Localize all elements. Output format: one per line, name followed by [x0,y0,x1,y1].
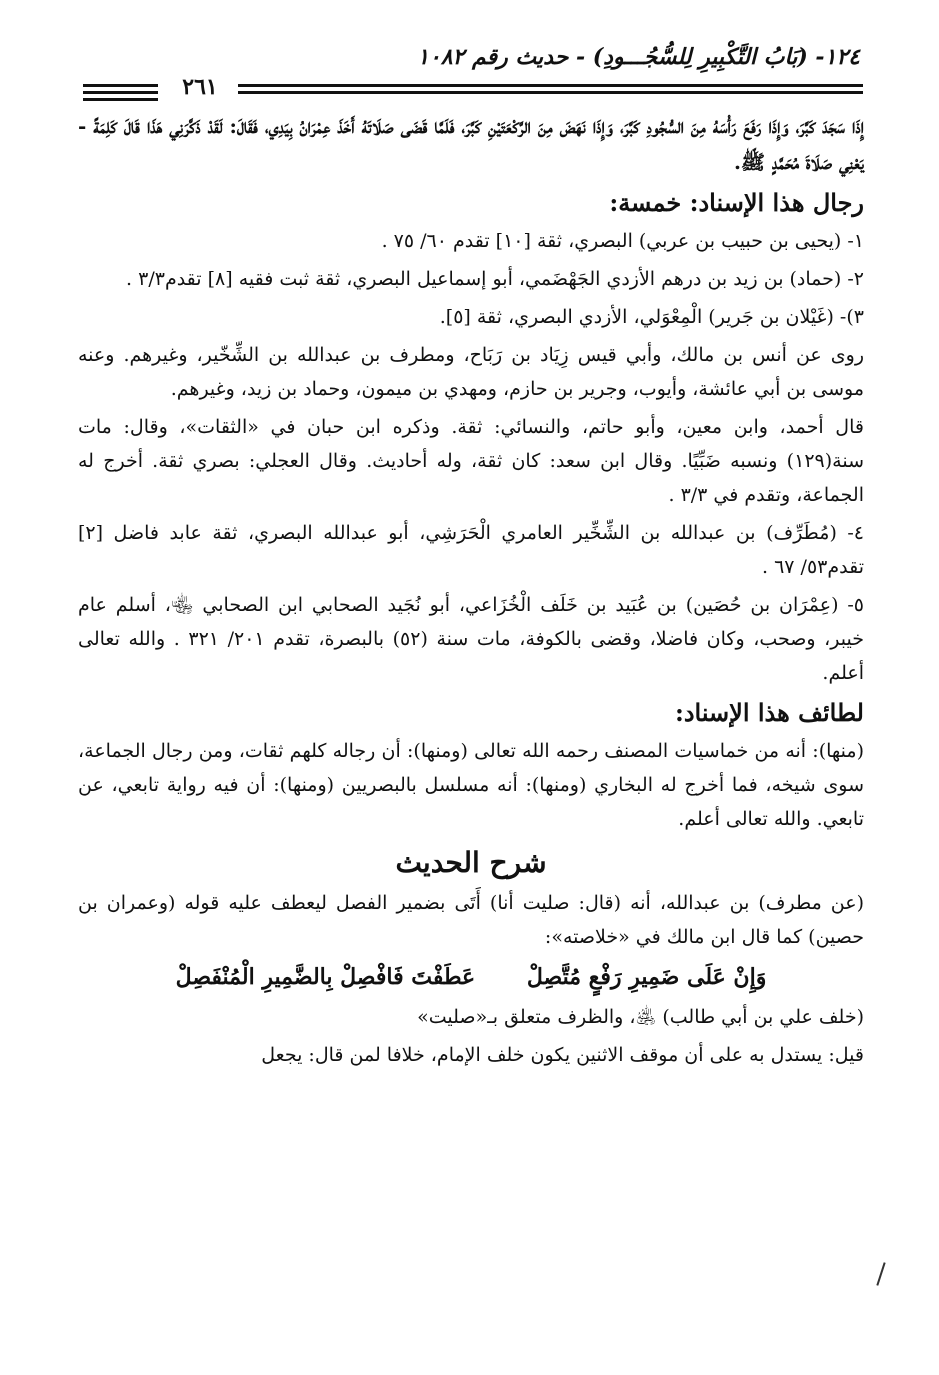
hadith-text: إِذَا سَجَدَ كَبَّرَ، وَإِذَا رَفَعَ رَأْسَهُ مِنَ السُّجُودِ كَبَّرَ، وَإِذَا نَهَضَ مِنَ الرَّكْعَتَيْنِ كَبَّرَ، فَلَمَّا قَضَى صَلَاتَهُ أَخَذَ عِمْرَانُ بِيَدِي، فَقَالَ: لَقَدْ ذَكَّرَنِي هَذَا قَالَ كَلِمَةً - يَعْنِي صَلَاةَ مُحَمَّدٍ ﷺ. [78,114,864,174]
narrators-heading: رجال هذا الإسناد: خمسة: [609,188,864,217]
narrator-entry: ٤- (مُطَرِّف) بن عبدالله بن الشِّخِّير العامري الْحَرَشِي، أبو عبدالله البصري، ثقة عابد فاضل [٢] تقدم٥٣/ ٦٧ . [78,522,864,578]
narrator-entry: ١- (يحيى بن حبيب بن عربي) البصري، ثقة [١٠] تقدم ٦٠/ ٧٥ . [381,230,864,252]
subtleties-heading: لطائف هذا الإسناد: [674,698,864,727]
header-rule [83,91,158,94]
header-rule [238,91,863,94]
commentary-title: شرح الحديث [395,846,547,879]
commentary-after-verse: (خلف علي بن أبي طالب) ﵁، والظرف متعلق بـ«صليت» [417,1006,864,1028]
narrator-entry: ٣)- (غَيْلان بن جَرير) الْمِعْوَلي، الأزدي البصري، ثقة [٥]. [439,306,864,328]
page-body [78,108,864,1076]
header-rule [83,98,158,101]
verse-first-hemistich: وَإِنْ عَلَى ضَمِيرِ رَفْعٍ مُتَّصِلْ [526,964,767,990]
header-rule [238,84,863,87]
commentary-intro: (عن مطرف) بن عبدالله، أنه (قال: صليت أنا) أَتَى بضمير الفصل ليعطف عليه قوله (وعمران بن حصين) كما قال ابن مالك في «خلاصته»: [78,892,864,948]
page-number: ٢٦١ [182,74,218,100]
verse-second-hemistich: عَطَفْتَ فَافْصِلْ بِالضَّمِيرِ الْمُنْفَصِلْ [175,964,476,990]
margin-stroke [876,1262,885,1285]
subtleties-text: (منها): أنه من خماسيات المصنف رحمه الله تعالى (ومنها): أن رجاله كلهم ثقات، ومن رجال الجماعة، سوى شيخه، فما أخرج له البخاري (ومنها): أنه مسلسل بالبصريين (ومنها): أن فيه رواية تابعي، عن تابعي. والله تعالى أعلم. [78,740,864,830]
narrators-list [78,224,864,690]
narrator-entry: ٢- (حماد) بن زيد بن درهم الأزدي الجَهْضَمي، أبو إسماعيل البصري، ثقة ثبت فقيه [٨] تقدم٣/٣ . [126,268,864,290]
narrator-entry: ٥- (عِمْرَان بن حُصَين) بن عُبَيد بن خَلَف الْخُزَاعي، أبو نُجَيد الصحابي ابن الصحابي ﵄، أسلم عام خيبر، وصحب، وكان فاضلا، وقضى بالكوفة، مات سنة (٥٢) بالبصرة، تقدم ٢٠١/ ٣٢١ . والله تعالى أعلم. [78,594,864,684]
poetry-verse [78,960,864,994]
commentary-last: قيل: يستدل به على أن موقف الاثنين يكون خلف الإمام، خلافا لمن قال: يجعل [261,1044,864,1066]
narrator-detail: قال أحمد، وابن معين، وأبو حاتم، والنسائي: ثقة. وذكره ابن حبان في «الثقات»، وقال: مات سنة(١٢٩) ونسبه ضَبِّيًا. وقال ابن سعد: كان ثقة، وله أحاديث. وقال العجلي: بصري ثقة. أخرج له الجماعة، وتقدم في ٣/٣ . [78,416,864,506]
narrator-detail: روى عن أنس بن مالك، وأبي قيس زِيَاد بن رَبَاح، ومطرف بن عبدالله بن الشِّخّير، وغيرهم. وعنه موسى بن أبي عائشة، وأيوب، وجرير بن حازم، ومهدي بن ميمون، وحماد بن زيد، وغيرهم. [78,344,864,400]
header-rule [83,84,158,87]
running-head: ١٢٤- (بَابُ التَّكْبِيرِ لِلسُّجُـــودِ) - حديث رقم ١٠٨٢ [417,44,860,70]
